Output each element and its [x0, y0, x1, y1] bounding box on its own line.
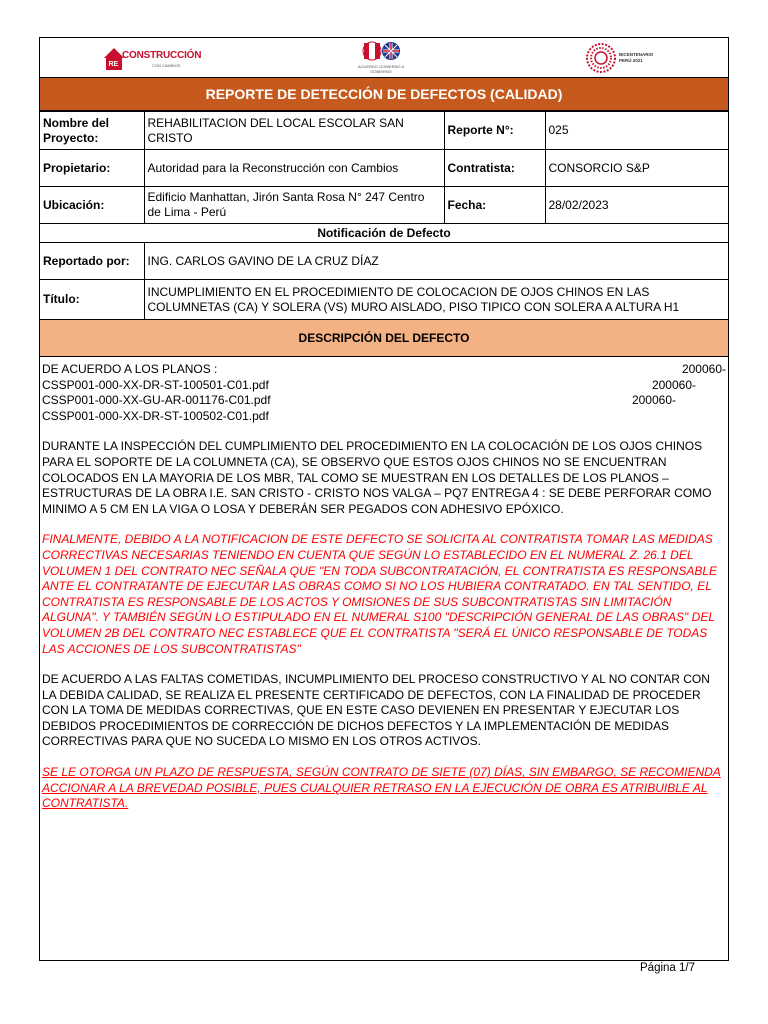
bicentenario-text — [619, 52, 653, 64]
location-label: Ubicación: — [40, 187, 144, 224]
table-row — [40, 224, 728, 243]
description-heading: DESCRIPCIÓN DEL DEFECTO — [40, 320, 728, 357]
plan-line-1 — [42, 378, 726, 394]
defect-description — [42, 362, 726, 812]
plans-intro: DE ACUERDO A LOS PLANOS : — [42, 362, 218, 376]
reported-by-label: Reportado por: — [40, 243, 144, 280]
reported-by-value: ING. CARLOS GAVINO DE LA CRUZ DÍAZ — [144, 243, 728, 280]
bicentenario-seal-icon — [585, 42, 617, 74]
svg-text:RE: RE — [108, 61, 119, 68]
location-value: Edificio Manhattan, Jirón Santa Rosa N° 247 Centro de Lima - Perú — [144, 187, 444, 224]
plans-code-1: 200060- — [681, 362, 726, 376]
plans-code-2: 200060- — [651, 377, 696, 392]
contractor-value: CONSORCIO S&P — [545, 150, 728, 187]
contractor-label: Contratista: — [444, 150, 545, 187]
reconstruccion-logo — [102, 44, 212, 72]
plans-intro-line — [42, 362, 726, 378]
description-paragraph-2: FINALMENTE, DEBIDO A LA NOTIFICACION DE ESTE DEFECTO SE SOLICITA AL CONTRATISTA TOMAR LAS MEDIDAS CORRECTIVAS NECESARIAS TENIENDO EN CUENTA QUE SEGÚN LO ESTABLECIDO EN EL NUMERAL Z. 26.1 DEL VOLUMEN 1 DEL CONTRATO NEC SEÑALA QUE "EN TODA SUBCONTRATACIÓN, EL CONTRATISTA ES RESPONSABLE ANTE EL CONTRATANTE DE EJECUTAR LAS OBRAS COMO SI NO LOS HUBIERA CONTRATADO. EN TAL SENTIDO, EL CONTRATISTA ES RESPONSABLE DE LOS ACTOS Y OMISIONES DE SUS SUBCONTRATISTAS SIN LIMITACIÓN ALGUNA". Y TAMBIÉN SEGÚN LO ESTIPULADO EN EL NUMERAL S100 "DESCRIPCIÓN GENERAL DE LAS OBRAS" DEL VOLUMEN 2B DEL CONTRATO NEC ESTABLECE QUE EL CONTRATISTA "SERÁ EL ÚNICO RESPONSABLE DE TODAS LAS ACCIONES DE LOS SUBCONTRATISTAS" — [42, 532, 718, 656]
table-row — [40, 150, 728, 187]
report-info-table — [40, 111, 728, 357]
table-row — [40, 112, 728, 150]
title-value: INCUMPLIMIENTO EN EL PROCEDIMIENTO DE COLOCACION DE OJOS CHINOS EN LAS COLUMNETAS (CA) Y SOLERA (VS) MURO AISLADO, PISO TIPICO CON SOLERA A ALTURA H1 — [144, 280, 728, 320]
logo-header — [40, 38, 728, 78]
plan-file-2: CSSP001-000-XX-GU-AR-001176-C01.pdf — [42, 393, 271, 408]
bicentenario-line2: PERÚ 2021 — [619, 58, 643, 63]
plan-line-2 — [42, 393, 726, 409]
owner-label: Propietario: — [40, 150, 144, 187]
plans-code-3: 200060- — [631, 393, 676, 408]
gobierno-logo-text: ACUERDO GOBIERNO A GOBIERNO — [357, 64, 405, 74]
description-paragraph-1: DURANTE LA INSPECCIÓN DEL CUMPLIMIENTO DEL PROCEDIMIENTO EN LA COLOCACIÓN DE LOS OJOS CHINOS PARA EL SOPORTE DE LA COLUMNETA (CA), SE OBSERVO QUE ESTOS OJOS CHINOS NO SE ENCUENTRAN COLOCADOS EN LA MAYORIA DE LOS MBR, TAL COMO SE MUESTRAN EN LOS DETALLES DE LOS PLANOS – ESTRUCTURAS DE LA OBRA I.E. SAN CRISTO - CRISTO NOS VALGA – PQ7 ENTREGA 4 : SE DEBE PERFORAR COMO MINIMO A 5 CM EN LA VIGA O LOSA Y DEBERÁN SER PEGADOS CON ADHESIVO EPÓXICO. — [42, 439, 712, 516]
flags-icon — [356, 40, 406, 64]
table-row — [40, 243, 728, 280]
defect-report-sheet — [39, 37, 729, 961]
bicentenario-line1: BICENTENARIO — [619, 52, 654, 57]
plan-line-3 — [42, 409, 726, 425]
bicentenario-logo — [585, 42, 654, 79]
report-no-label: Reporte N°: — [444, 112, 545, 150]
date-label: Fecha: — [444, 187, 545, 224]
table-row — [40, 320, 728, 357]
project-label: Nombre del Proyecto: — [40, 112, 144, 150]
response-deadline-notice: SE LE OTORGA UN PLAZO DE RESPUESTA, SEGÚN CONTRATO DE SIETE (07) DÍAS, SIN EMBARGO, SE RECOMIENDA ACCIONAR A LA BREVEDAD POSIBLE, PUES CUALQUIER RETRASO EN LA EJECUCIÓN DE OBRA ES ATRIBUIBLE AL CONTRATISTA. — [42, 765, 721, 811]
notification-heading: Notificación de Defecto — [40, 224, 728, 243]
gobierno-logo — [356, 40, 406, 76]
plan-file-1: CSSP001-000-XX-DR-ST-100501-C01.pdf — [42, 377, 269, 392]
reconstruccion-brand-text: CONSTRUCCIÓN — [122, 50, 202, 61]
description-paragraph-3: DE ACUERDO A LAS FALTAS COMETIDAS, INCUMPLIMIENTO DEL PROCESO CONSTRUCTIVO Y AL NO CONTAR CON LA DEBIDA CALIDAD, SE REALIZA EL PRESENTE CERTIFICADO DE DEFECTOS, CON LA FINALIDAD DE PROCEDER CON LA TOMA DE MEDIDAS CORRECTIVAS, QUE EN ESTE CASO DEVIENEN EN PRESENTAR Y EJECUTAR LOS DEBIDOS PROCEDIMIENTOS DE CORRECCIÓN DE DICHOS DEFECTOS Y LA IMPLEMENTACIÓN DE MEDIDAS CORRECTIVAS PARA QUE NO SUCEDA LO MISMO EN LOS OTROS ACTIVOS. — [42, 672, 710, 749]
plan-file-3: CSSP001-000-XX-DR-ST-100502-C01.pdf — [42, 408, 269, 423]
owner-value: Autoridad para la Reconstrucción con Cambios — [144, 150, 444, 187]
page-number: Página 1/7 — [640, 962, 695, 974]
reconstruccion-tagline: CON CAMBIOS — [152, 63, 181, 68]
report-no-value: 025 — [545, 112, 728, 150]
report-title: REPORTE DE DETECCIÓN DE DEFECTOS (CALIDAD) — [40, 77, 728, 111]
title-label: Título: — [40, 280, 144, 320]
date-value: 28/02/2023 — [545, 187, 728, 224]
table-row — [40, 280, 728, 320]
project-value: REHABILITACION DEL LOCAL ESCOLAR SAN CRISTO — [144, 112, 444, 150]
table-row — [40, 187, 728, 224]
